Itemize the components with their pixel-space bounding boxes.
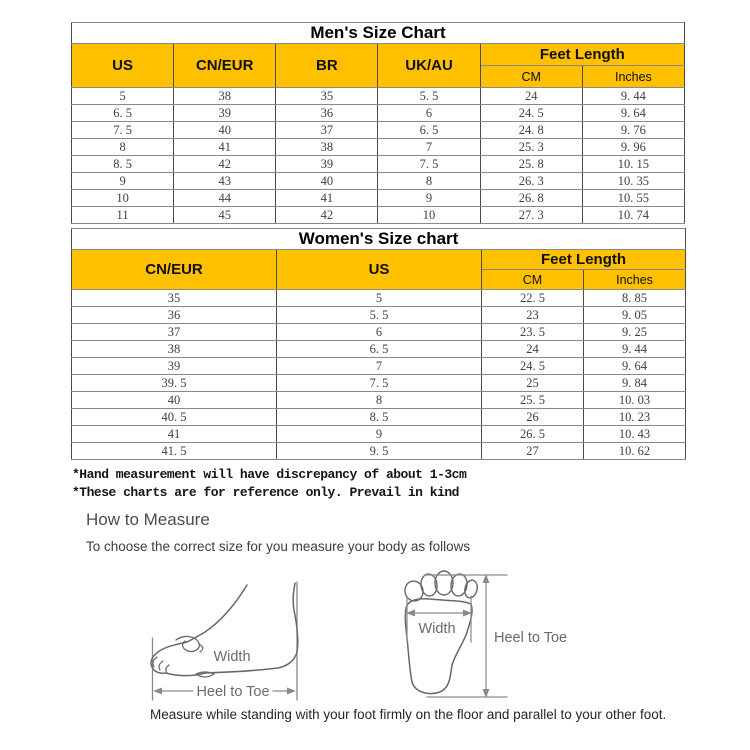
table-cell: 9. 44	[582, 88, 684, 105]
how-to-measure-subtitle: To choose the correct size for you measure your body as follows	[86, 539, 471, 554]
table-cell: 42	[174, 156, 276, 173]
table-cell: 9	[378, 190, 480, 207]
table-cell: 24. 5	[482, 358, 584, 375]
width-label: Width	[213, 649, 251, 665]
table-cell: 8. 85	[584, 290, 686, 307]
column-header-feet-length: Feet Length	[480, 44, 684, 66]
table-row	[72, 156, 685, 173]
column-header-br: BR	[276, 44, 378, 88]
table-cell: 40	[174, 122, 276, 139]
table-row	[72, 409, 686, 426]
table-row	[72, 392, 686, 409]
note-line: *Hand measurement will have discrepancy of about 1-3cm	[72, 467, 467, 482]
table-cell: 25. 8	[480, 156, 582, 173]
table-cell: 36	[72, 307, 277, 324]
table-cell: 10. 35	[582, 173, 684, 190]
table-row	[72, 443, 686, 460]
foot-measurement-diagram	[0, 560, 750, 710]
table-cell: 10. 03	[584, 392, 686, 409]
table-header-row	[72, 250, 686, 270]
table-row	[72, 88, 685, 105]
table-cell: 25. 5	[482, 392, 584, 409]
mens-chart-title: Men's Size Chart	[72, 23, 685, 44]
table-cell: 41	[72, 426, 277, 443]
table-cell: 6	[378, 105, 480, 122]
table-cell: 5. 5	[277, 307, 482, 324]
table-cell: 10. 55	[582, 190, 684, 207]
table-cell: 42	[276, 207, 378, 224]
table-row	[72, 173, 685, 190]
table-cell: 7. 5	[72, 122, 174, 139]
table-cell: 36	[276, 105, 378, 122]
table-cell: 25. 3	[480, 139, 582, 156]
table-cell: 8	[378, 173, 480, 190]
table-row	[72, 290, 686, 307]
table-cell: 9. 64	[582, 105, 684, 122]
table-cell: 9. 25	[584, 324, 686, 341]
table-cell: 26. 8	[480, 190, 582, 207]
table-cell: 11	[72, 207, 174, 224]
table-cell: 9. 64	[584, 358, 686, 375]
table-cell: 10. 43	[584, 426, 686, 443]
table-row	[72, 207, 685, 224]
table-cell: 45	[174, 207, 276, 224]
table-cell: 7. 5	[378, 156, 480, 173]
table-cell: 6. 5	[277, 341, 482, 358]
foot-top-view-diagram	[403, 571, 567, 698]
table-cell: 8. 5	[277, 409, 482, 426]
disclaimer-notes	[72, 466, 466, 502]
table-row	[72, 105, 685, 122]
table-cell: 43	[174, 173, 276, 190]
table-cell: 40. 5	[72, 409, 277, 426]
table-cell: 8. 5	[72, 156, 174, 173]
table-cell: 24. 8	[480, 122, 582, 139]
table-cell: 38	[72, 341, 277, 358]
table-cell: 5	[277, 290, 482, 307]
table-cell: 27	[482, 443, 584, 460]
table-cell: 10. 23	[584, 409, 686, 426]
table-cell: 6. 5	[72, 105, 174, 122]
table-cell: 10. 15	[582, 156, 684, 173]
table-cell: 41	[276, 190, 378, 207]
table-cell: 26	[482, 409, 584, 426]
table-title-row	[72, 23, 685, 44]
table-cell: 7	[378, 139, 480, 156]
table-cell: 24. 5	[480, 105, 582, 122]
column-header-us: US	[72, 44, 174, 88]
table-row	[72, 375, 686, 392]
table-cell: 37	[276, 122, 378, 139]
table-cell: 35	[72, 290, 277, 307]
heel-to-toe-label: Heel to Toe	[494, 630, 568, 646]
heel-to-toe-label: Heel to Toe	[196, 684, 270, 700]
width-label: Width	[418, 621, 456, 637]
how-to-measure-title: How to Measure	[86, 510, 210, 529]
table-row	[72, 341, 686, 358]
table-cell: 8	[72, 139, 174, 156]
table-cell: 5. 5	[378, 88, 480, 105]
table-cell: 9. 76	[582, 122, 684, 139]
table-cell: 10	[72, 190, 174, 207]
table-cell: 8	[277, 392, 482, 409]
note-line: *These charts are for reference only. Prevail in kind	[72, 485, 459, 500]
table-cell: 10	[378, 207, 480, 224]
measurement-instruction: Measure while standing with your foot firmly on the floor and parallel to your other foot.	[150, 707, 667, 722]
column-header-cm: CM	[480, 66, 582, 88]
table-cell: 39. 5	[72, 375, 277, 392]
table-cell: 10. 62	[584, 443, 686, 460]
table-row	[72, 139, 685, 156]
column-header-cn-eur: CN/EUR	[174, 44, 276, 88]
table-cell: 25	[482, 375, 584, 392]
table-row	[72, 324, 686, 341]
table-title-row	[72, 229, 686, 250]
table-cell: 41. 5	[72, 443, 277, 460]
table-cell: 24	[482, 341, 584, 358]
table-cell: 24	[480, 88, 582, 105]
table-row	[72, 426, 686, 443]
column-header-cn-eur: CN/EUR	[72, 250, 277, 290]
table-cell: 23	[482, 307, 584, 324]
column-header-inches: Inches	[582, 66, 684, 88]
table-cell: 9. 5	[277, 443, 482, 460]
table-cell: 39	[276, 156, 378, 173]
column-header-feet-length: Feet Length	[482, 250, 686, 270]
table-cell: 10. 74	[582, 207, 684, 224]
table-row	[72, 122, 685, 139]
table-cell: 9. 44	[584, 341, 686, 358]
table-cell: 5	[72, 88, 174, 105]
table-cell: 6. 5	[378, 122, 480, 139]
table-cell: 38	[174, 88, 276, 105]
table-cell: 9. 96	[582, 139, 684, 156]
table-cell: 38	[276, 139, 378, 156]
table-cell: 23. 5	[482, 324, 584, 341]
womens-size-chart-table	[71, 228, 686, 460]
womens-chart-title: Women's Size chart	[72, 229, 686, 250]
table-row	[72, 307, 686, 324]
column-header-cm: CM	[482, 270, 584, 290]
table-cell: 40	[72, 392, 277, 409]
table-cell: 9. 84	[584, 375, 686, 392]
table-cell: 7	[277, 358, 482, 375]
table-cell: 27. 3	[480, 207, 582, 224]
foot-side-view-diagram	[151, 582, 298, 700]
column-header-inches: Inches	[584, 270, 686, 290]
table-cell: 41	[174, 139, 276, 156]
table-cell: 37	[72, 324, 277, 341]
table-cell: 7. 5	[277, 375, 482, 392]
table-cell: 44	[174, 190, 276, 207]
table-row	[72, 358, 686, 375]
table-row	[72, 190, 685, 207]
column-header-us: US	[277, 250, 482, 290]
table-cell: 9. 05	[584, 307, 686, 324]
table-cell: 40	[276, 173, 378, 190]
column-header-uk-au: UK/AU	[378, 44, 480, 88]
table-cell: 35	[276, 88, 378, 105]
table-cell: 26. 5	[482, 426, 584, 443]
table-cell: 9	[277, 426, 482, 443]
table-cell: 22. 5	[482, 290, 584, 307]
table-header-row	[72, 44, 685, 66]
table-cell: 9	[72, 173, 174, 190]
table-cell: 6	[277, 324, 482, 341]
mens-size-chart-table	[71, 22, 685, 224]
table-cell: 39	[72, 358, 277, 375]
table-cell: 39	[174, 105, 276, 122]
table-cell: 26. 3	[480, 173, 582, 190]
